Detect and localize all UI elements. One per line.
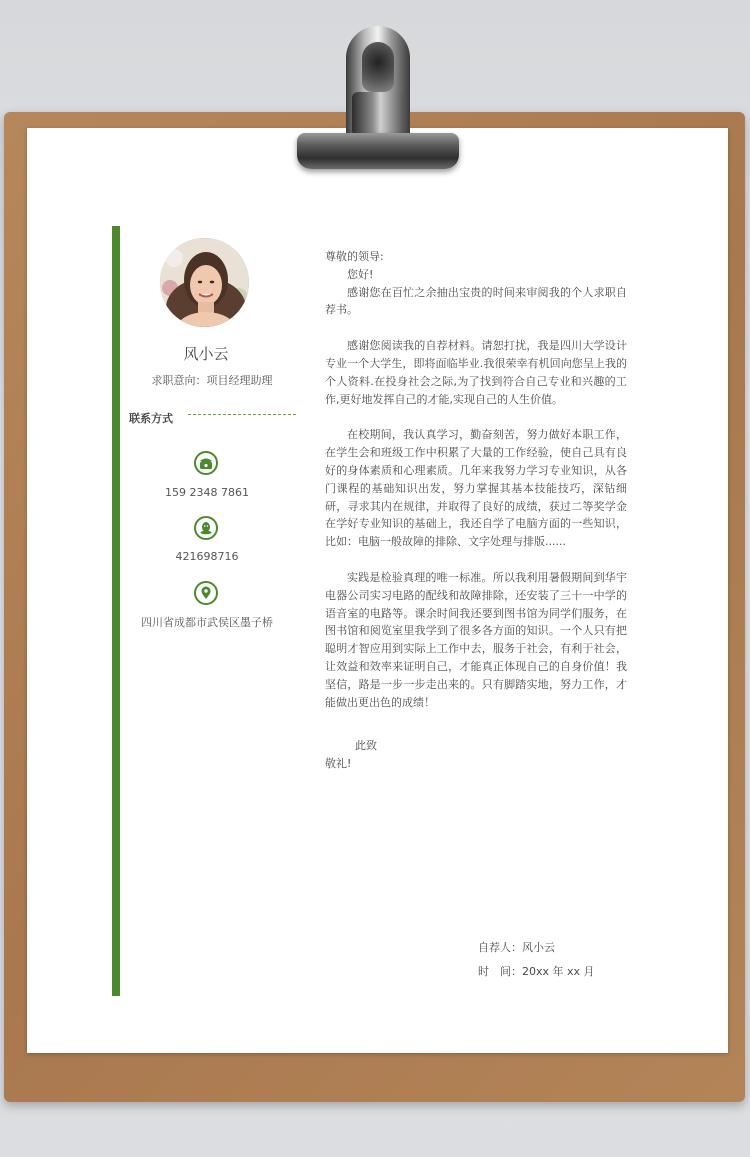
letter-date: 时 间：20xx 年 xx 月 bbox=[478, 965, 595, 978]
letter-greeting: 您好! bbox=[347, 267, 374, 281]
phone-number: 159 2348 7861 bbox=[165, 486, 249, 499]
letter-closing-1: 此致 bbox=[355, 739, 377, 753]
job-intent: 求职意向：项目经理助理 bbox=[151, 374, 273, 387]
letter-paragraph-3: 在校期间，我认真学习，勤奋刻苦，努力做好本职工作，在学生会和班级工作中积累了大量的工作经验，使自己具有良好的身体素质和心理素质。几年来我努力学习专业知识，从各门课程的基础知识出发，努力掌握其基本技能技巧，深钻细研，寻求其内在规律，并取得了良好的成绩，获过二等奖学金在学好专业知识的基础上，我还自学了电脑方面的一些知识，比如：电脑一般故障的排除、文字处理与排版...... bbox=[325, 428, 627, 549]
contact-section-title: 联系方式 bbox=[129, 412, 173, 425]
clip-hole bbox=[362, 42, 394, 92]
cover-letter bbox=[325, 248, 627, 773]
qq-penguin-icon bbox=[194, 516, 218, 540]
clip-hinge bbox=[352, 92, 404, 136]
letter-paragraph-1: 感谢您在百忙之余抽出宝贵的时间来审阅我的个人求职自荐书。 bbox=[325, 285, 627, 317]
qq-number: 421698716 bbox=[175, 550, 239, 563]
clip-base bbox=[297, 133, 459, 169]
applicant-name: 风小云 bbox=[183, 345, 229, 363]
location-pin-icon bbox=[194, 581, 218, 605]
letter-paragraph-2: 感谢您阅读我的自荐材料。请恕打扰，我是四川大学设计专业一个大学生，即将面临毕业.我很荣幸有机回向您呈上我的个人资料.在投身社会之际,为了找到符合自己专业和兴趣的工作,更好地发挥自己的才能,实现自己的人生价值。 bbox=[325, 339, 627, 406]
letter-salutation: 尊敬的领导: bbox=[325, 250, 384, 263]
accent-bar bbox=[112, 226, 120, 996]
letter-signer: 自荐人：风小云 bbox=[478, 941, 555, 954]
contact-divider bbox=[188, 414, 296, 415]
address: 四川省成都市武侯区墨子桥 bbox=[141, 616, 273, 629]
letter-closing-2: 敬礼! bbox=[325, 757, 352, 771]
phone-icon bbox=[194, 451, 218, 475]
avatar bbox=[160, 238, 249, 327]
letter-paragraph-4: 实践是检验真理的唯一标准。所以我利用暑假期间到华宇电器公司实习电路的配线和故障排除，还安装了三十一中学的语音室的电路等。课余时间我还要到图书馆为同学们服务，在图书馆和阅览室里我学到了很多各方面的知识。一个人只有把聪明才智应用到实际上工作中去，服务于社会，有利于社会，让效益和效率来证明自己，才能真正体现自己的自身价值！我坚信，路是一步一步走出来的。只有脚踏实地，努力工作，才能做出更出色的成绩！ bbox=[325, 570, 627, 709]
avatar-portrait-icon bbox=[160, 238, 249, 327]
